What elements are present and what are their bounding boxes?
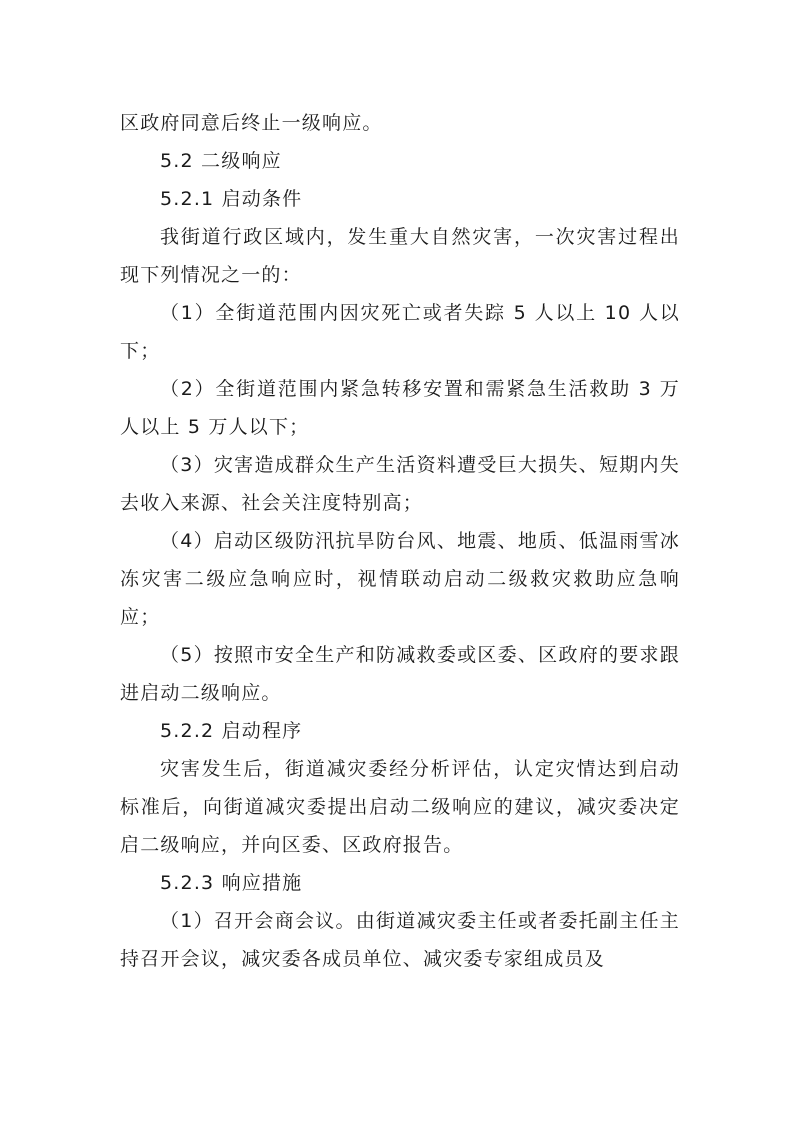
document-body <box>120 104 680 978</box>
list-item-measure-1: （1）召开会商会议。由街道减灾委主任或者委托副主任主持召开会议，减灾委各成员单位、减灾委专家组成员及 <box>120 910 680 970</box>
subsection-heading-5-2-2: 5.2.2 启动程序 <box>160 720 303 742</box>
list-item-condition-1: （1）全街道范围内因灾死亡或者失踪 5 人以上 10 人以下； <box>120 302 680 362</box>
paragraph-conditions-intro: 我街道行政区域内，发生重大自然灾害，一次灾害过程出现下列情况之一的： <box>120 226 680 286</box>
list-item-condition-5: （5）按照市安全生产和防减救委或区委、区政府的要求跟进启动二级响应。 <box>120 644 680 704</box>
section-heading-5-2: 5.2 二级响应 <box>160 150 282 172</box>
list-item-condition-4: （4）启动区级防汛抗旱防台风、地震、地质、低温雨雪冰冻灾害二级应急响应时，视情联动启动二级救灾救助应急响应； <box>120 530 680 628</box>
paragraph-procedure: 灾害发生后，街道减灾委经分析评估，认定灾情达到启动标准后，向街道减灾委提出启动二级响应的建议，减灾委决定启二级响应，并向区委、区政府报告。 <box>120 758 680 856</box>
subsection-heading-5-2-3: 5.2.3 响应措施 <box>160 872 303 894</box>
list-item-condition-2: （2）全街道范围内紧急转移安置和需紧急生活救助 3 万人以上 5 万人以下； <box>120 378 680 438</box>
list-item-condition-3: （3）灾害造成群众生产生活资料遭受巨大损失、短期内失去收入来源、社会关注度特别高； <box>120 454 680 514</box>
subsection-heading-5-2-1: 5.2.1 启动条件 <box>160 188 303 210</box>
paragraph-continuation: 区政府同意后终止一级响应。 <box>120 112 383 134</box>
